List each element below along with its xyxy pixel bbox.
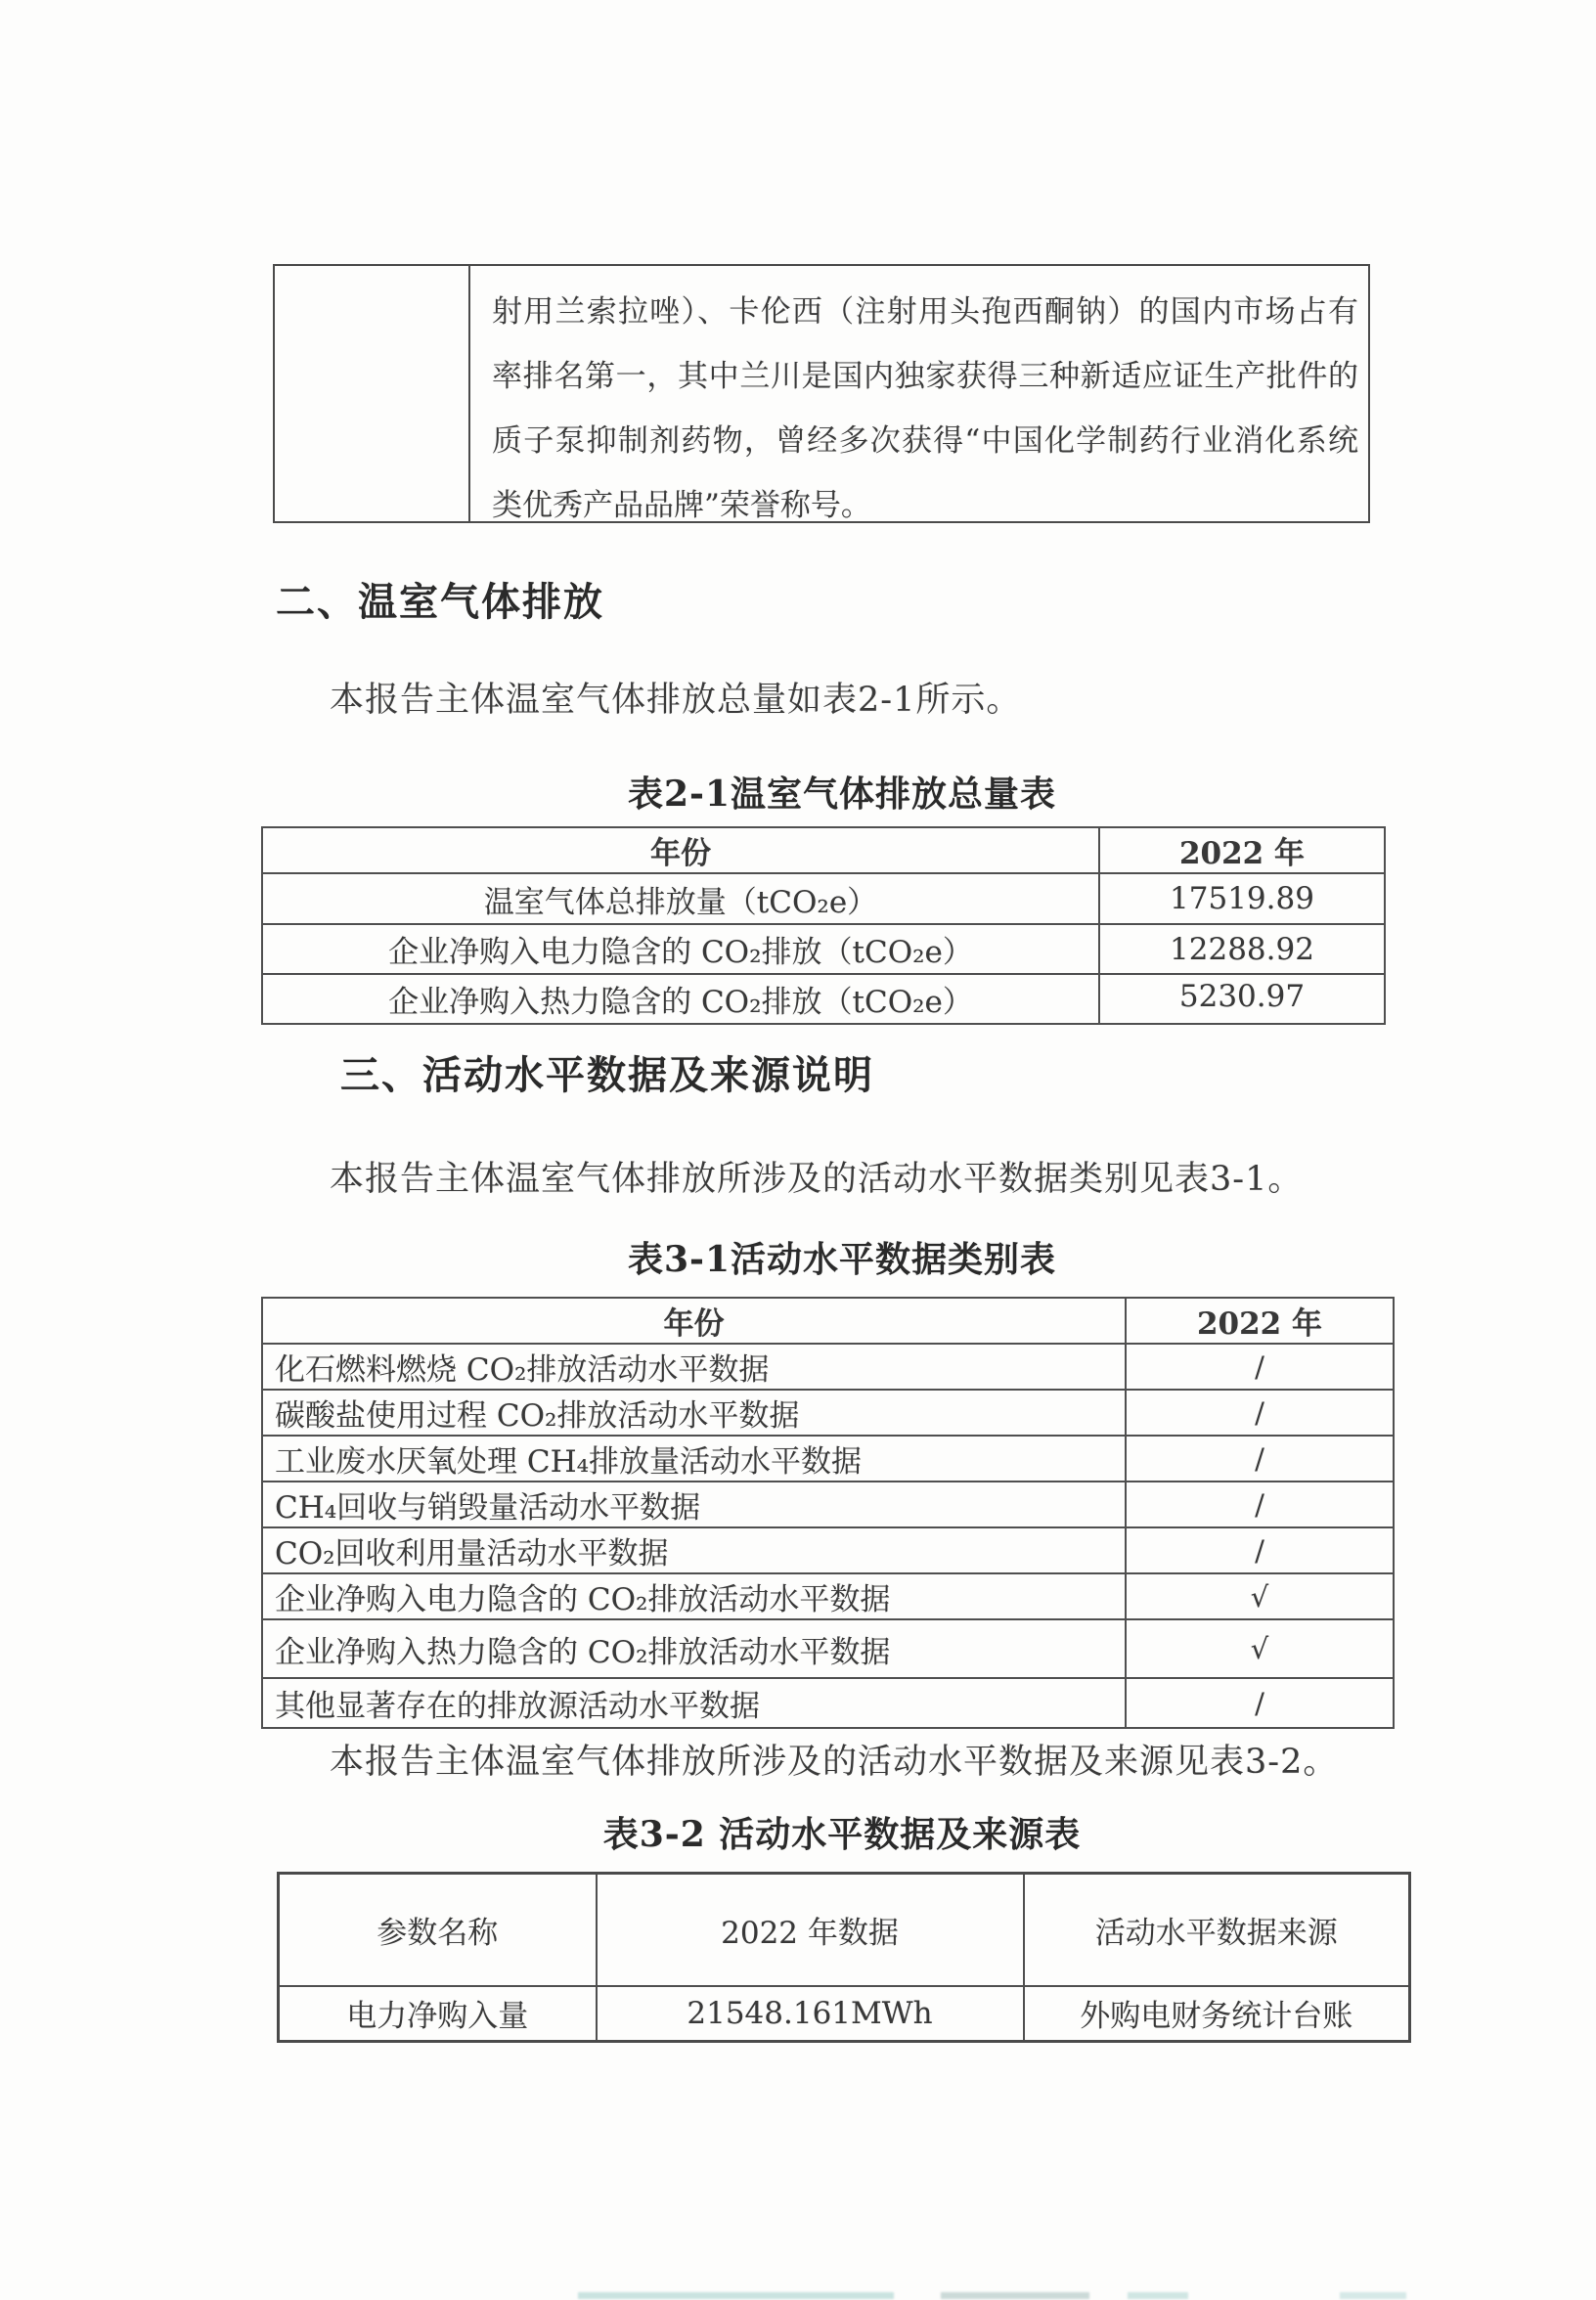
table-row xyxy=(262,1436,1394,1482)
table-cell: / xyxy=(1126,1436,1394,1482)
table-header-cell: 2022 年数据 xyxy=(597,1874,1024,1986)
table-2-1-title: 表2-1温室气体排放总量表 xyxy=(627,774,1057,815)
table-header-cell: 2022 年 xyxy=(1099,827,1385,873)
table-3-1 xyxy=(261,1297,1395,1729)
table-text-line: 质子泵抑制剂药物，曾经多次获得“中国化学制药行业消化系统 xyxy=(492,423,1358,459)
table-row xyxy=(262,1482,1394,1527)
table-text-line: 射用兰索拉唑）、卡伦西（注射用头孢西酮钠）的国内市场占有 xyxy=(492,294,1358,330)
table-cell: / xyxy=(1126,1527,1394,1573)
section-2-heading: 二、温室气体排放 xyxy=(276,580,604,625)
table-row xyxy=(262,924,1385,974)
table-cell: 温室气体总排放量（tCO₂e） xyxy=(262,873,1099,924)
table-cell: 化石燃料燃烧 CO₂排放活动水平数据 xyxy=(262,1344,1126,1390)
table-3-2-title: 表3-2 活动水平数据及来源表 xyxy=(602,1814,1082,1855)
table-header-row xyxy=(262,1298,1394,1344)
table-row xyxy=(262,873,1385,924)
table-cell: 21548.161MWh xyxy=(597,1986,1024,2042)
table-row xyxy=(262,1573,1394,1619)
table-row xyxy=(262,1390,1394,1436)
table-cell: 电力净购入量 xyxy=(279,1986,597,2042)
table-header-cell: 2022 年 xyxy=(1126,1298,1394,1344)
table-cell: CO₂回收利用量活动水平数据 xyxy=(262,1527,1126,1573)
table-cell: / xyxy=(1126,1390,1394,1436)
table-2-1 xyxy=(261,826,1386,1025)
table-header-cell: 年份 xyxy=(262,1298,1126,1344)
table-cell: 碳酸盐使用过程 CO₂排放活动水平数据 xyxy=(262,1390,1126,1436)
table-cell: √ xyxy=(1126,1573,1394,1619)
table-header-cell: 活动水平数据来源 xyxy=(1024,1874,1410,1986)
table-row xyxy=(262,1678,1394,1728)
continued-table xyxy=(273,264,1370,523)
table-cell: 外购电财务统计台账 xyxy=(1024,1986,1410,2042)
table-row xyxy=(262,1527,1394,1573)
table-cell: CH₄回收与销毁量活动水平数据 xyxy=(262,1482,1126,1527)
table-header-row xyxy=(279,1874,1410,1986)
table-header-cell: 参数名称 xyxy=(279,1874,597,1986)
scan-bleed-artifact xyxy=(578,2292,894,2299)
table-cell: 17519.89 xyxy=(1099,873,1385,924)
table-cell: 企业净购入热力隐含的 CO₂排放活动水平数据 xyxy=(262,1619,1126,1678)
table-row xyxy=(262,1344,1394,1390)
scan-bleed-artifact xyxy=(1340,2292,1406,2299)
table-text-line: 类优秀产品品牌”荣誉称号。 xyxy=(492,488,871,523)
scan-bleed-artifact xyxy=(1128,2292,1188,2299)
table-cell: / xyxy=(1126,1482,1394,1527)
continued-table-text-cell xyxy=(470,266,1368,521)
table-text-line: 率排名第一，其中兰川是国内独家获得三种新适应证生产批件的 xyxy=(492,359,1358,394)
table-cell: 企业净购入热力隐含的 CO₂排放（tCO₂e） xyxy=(262,974,1099,1024)
table-row xyxy=(262,974,1385,1024)
section-2-intro-paragraph: 本报告主体温室气体排放总量如表2-1所示。 xyxy=(330,681,1022,720)
table-row xyxy=(262,1619,1394,1678)
section-3-intro-paragraph: 本报告主体温室气体排放所涉及的活动水平数据类别见表3-1。 xyxy=(330,1160,1304,1199)
table-cell: 工业废水厌氧处理 CH₄排放量活动水平数据 xyxy=(262,1436,1126,1482)
table-cell: / xyxy=(1126,1678,1394,1728)
table-3-1-title: 表3-1活动水平数据类别表 xyxy=(627,1239,1057,1280)
section-3-heading: 三、活动水平数据及来源说明 xyxy=(340,1053,874,1098)
table-cell: 5230.97 xyxy=(1099,974,1385,1024)
table-cell: 12288.92 xyxy=(1099,924,1385,974)
continued-table-label-cell xyxy=(275,266,470,521)
table-header-cell: 年份 xyxy=(262,827,1099,873)
table-cell: 企业净购入电力隐含的 CO₂排放活动水平数据 xyxy=(262,1573,1126,1619)
table-3-2-intro-paragraph: 本报告主体温室气体排放所涉及的活动水平数据及来源见表3-2。 xyxy=(330,1743,1339,1782)
table-cell: 企业净购入电力隐含的 CO₂排放（tCO₂e） xyxy=(262,924,1099,974)
table-cell: 其他显著存在的排放源活动水平数据 xyxy=(262,1678,1126,1728)
table-header-row xyxy=(262,827,1385,873)
table-cell: / xyxy=(1126,1344,1394,1390)
table-cell: √ xyxy=(1126,1619,1394,1678)
scan-bleed-artifact xyxy=(941,2292,1089,2299)
table-row xyxy=(279,1986,1410,2042)
table-3-2 xyxy=(277,1872,1411,2043)
